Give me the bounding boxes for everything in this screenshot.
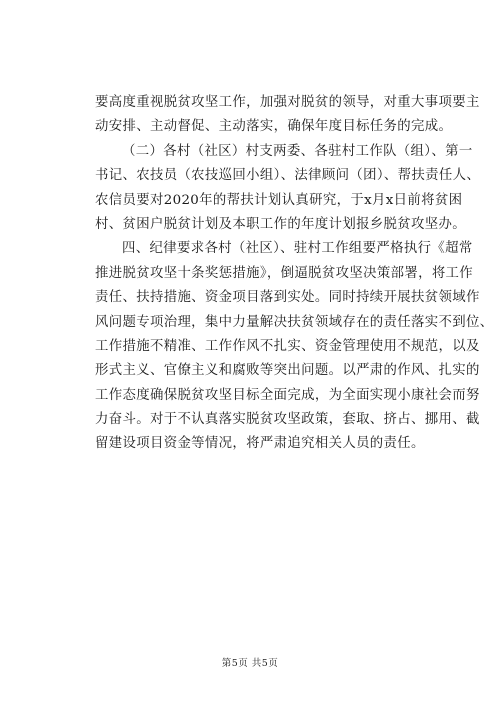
text-line: 责任、扶持措施、资金项目落到实处。同时持续开展扶贫领域作 (95, 290, 480, 306)
text-line: 形式主义、官僚主义和腐败等突出问题。以严肃的作风、扎实的 (95, 363, 480, 379)
text-line: 要高度重视脱贫攻坚工作，加强对脱贫的领导，对重大事项要主 (95, 95, 480, 110)
text-line: 推进脱贫攻坚十条奖惩措施》，倒逼脱贫攻坚决策部署，将工作 (95, 265, 474, 281)
text-line: 工作措施不精准、工作作风不扎实、资金管理使用不规范，以及 (95, 338, 480, 354)
text-line: （二）各村（社区）村支两委、各驻村工作队（组）、第一 (122, 143, 473, 159)
text-line: 动安排、主动督促、主动落实，确保年度目标任务的完成。 (95, 119, 453, 135)
paragraph-discipline (95, 237, 494, 457)
text-line: 四、纪律要求各村（社区）、驻村工作组要严格执行《超常 (122, 241, 473, 257)
text-line: 工作态度确保脱贫攻坚目标全面完成，为全面实现小康社会而努 (95, 387, 480, 403)
text-line: 力奋斗。对于不认真落实脱贫攻坚政策，套取、挤占、挪用、截 (95, 412, 480, 428)
page-number-footer: 第5页 共5页 (221, 658, 279, 669)
text-line: 村、贫困户脱贫计划及本职工作的年度计划报乡脱贫攻坚办。 (95, 216, 466, 232)
text-line: 书记、农技员（农技巡回小组）、法律顾问（团）、帮扶责任人、 (95, 168, 481, 184)
text-line: 留建设项目资金等情况，将严肃追究相关人员的责任。 (95, 436, 425, 452)
text-line: 风问题专项治理，集中力量解决扶贫领域存在的责任落实不到位、 (95, 314, 494, 330)
text-line: 农信员要对2020年的帮扶计划认真研究，于x月x日前将贫困 (95, 192, 463, 208)
document-body (95, 91, 494, 457)
paragraph-section-2 (95, 140, 481, 238)
paragraph-leadership (95, 91, 480, 140)
